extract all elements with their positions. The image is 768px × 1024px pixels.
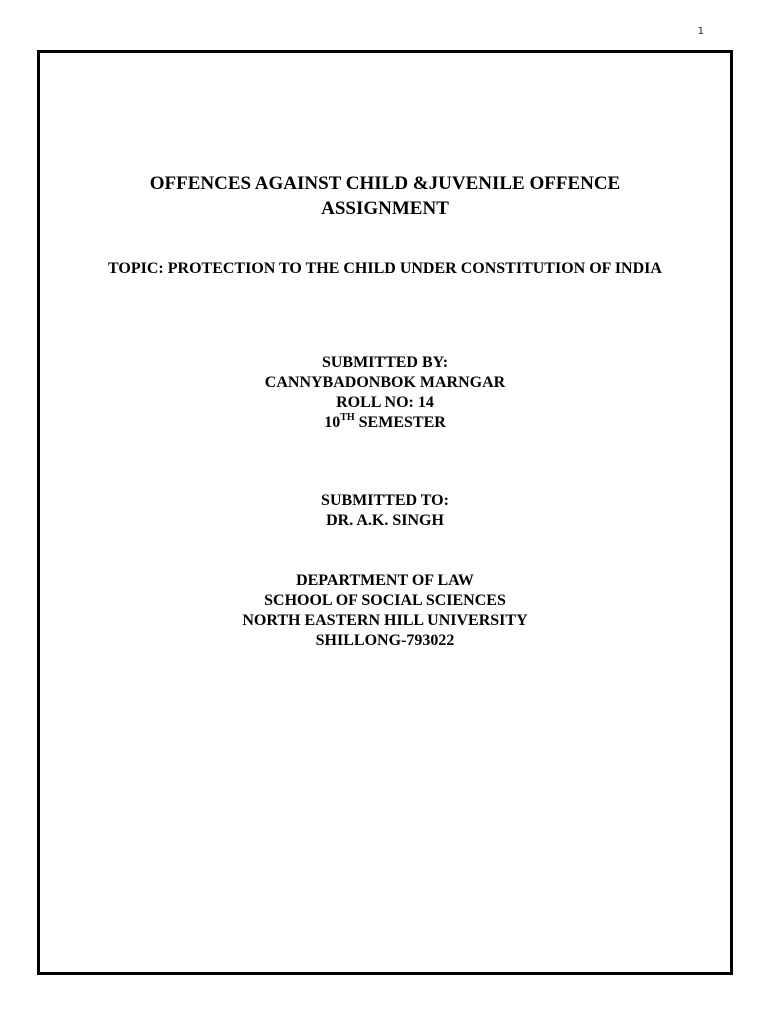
semester-number: 10 [324, 414, 341, 431]
student-name: CANNYBADONBOK MARNGAR [264, 374, 506, 391]
teacher-name: DR. A.K. SINGH [326, 512, 444, 529]
submitted-to-section [40, 491, 730, 531]
semester-suffix: TH [340, 411, 355, 423]
semester-word: SEMESTER [354, 414, 446, 431]
semester [40, 413, 730, 433]
school-name: SCHOOL OF SOCIAL SCIENCES [264, 592, 506, 609]
assignment-title [40, 171, 730, 221]
submitted-to-heading: SUBMITTED TO: [321, 492, 449, 509]
university-name: NORTH EASTERN HILL UNIVERSITY [242, 612, 528, 629]
title-line-1: OFFENCES AGAINST CHILD &JUVENILE OFFENCE [149, 173, 621, 194]
department-name: DEPARTMENT OF LAW [296, 572, 474, 589]
roll-number: ROLL NO: 14 [336, 394, 434, 411]
page-border [37, 50, 733, 975]
location: SHILLONG-793022 [315, 632, 455, 649]
submitted-by-heading: SUBMITTED BY: [321, 354, 449, 371]
submitted-by-section [40, 353, 730, 433]
institution-section [40, 571, 730, 651]
page-number: 1 [697, 26, 704, 37]
topic-line [40, 259, 730, 279]
topic-text: TOPIC: PROTECTION TO THE CHILD UNDER CONSTITUTION OF INDIA [108, 260, 662, 277]
title-line-2: ASSIGNMENT [321, 198, 449, 219]
